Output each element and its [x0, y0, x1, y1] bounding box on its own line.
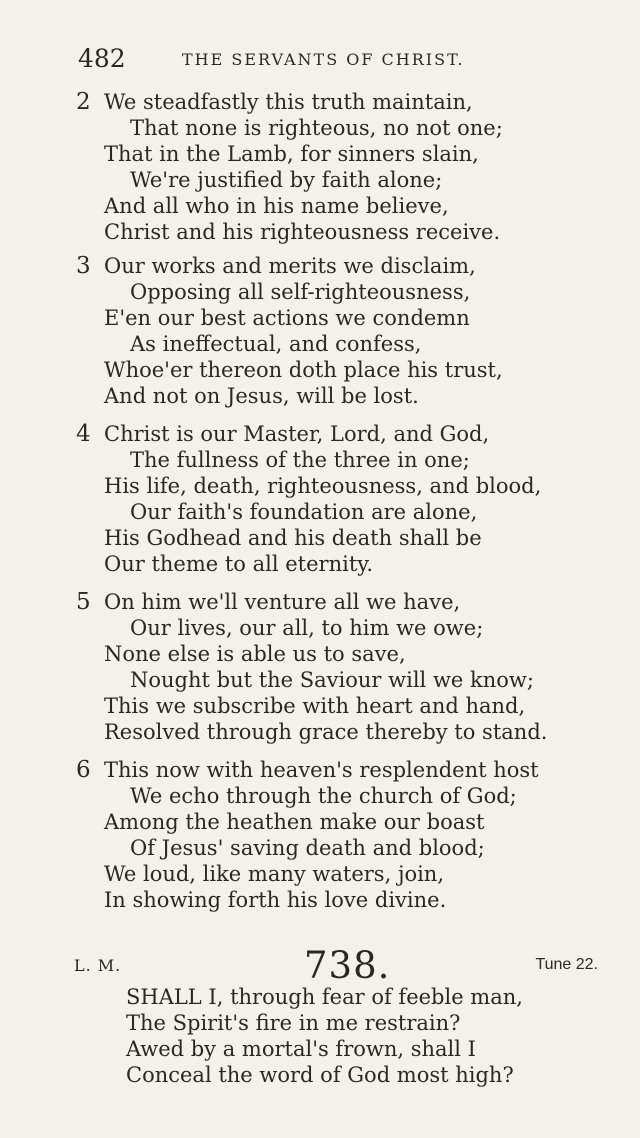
verse-line: Our theme to all eternity.	[104, 552, 374, 576]
verse-line: E'en our best actions we condemn	[104, 306, 470, 330]
verse-line: Our works and merits we disclaim,	[104, 254, 476, 278]
hymn-tune: Tune 22.	[535, 956, 598, 973]
verse-line: None else is able us to save,	[104, 642, 406, 666]
verse-line: We loud, like many waters, join,	[104, 862, 445, 886]
hymn-meter: L. M.	[74, 956, 122, 975]
verse-line: We echo through the church of God;	[130, 784, 517, 808]
verse-line: On him we'll venture all we have,	[104, 590, 461, 614]
verse-line: And all who in his name believe,	[104, 194, 449, 218]
verse-line: Resolved through grace thereby to stand.	[104, 720, 548, 744]
stanza-number: 2	[76, 89, 91, 115]
verse-line: Our lives, our all, to him we owe;	[130, 616, 484, 640]
page-number: 482	[78, 44, 126, 73]
verse-line: Of Jesus' saving death and blood;	[130, 836, 485, 860]
verse-line: SHALL I, through fear of feeble man,	[126, 985, 523, 1009]
stanza-number: 4	[76, 421, 91, 447]
verse-line: Christ and his righteousness receive.	[104, 220, 501, 244]
verse-line: This we subscribe with heart and hand,	[104, 694, 526, 718]
verse-line: And not on Jesus, will be lost.	[104, 384, 419, 408]
page-header	[78, 44, 498, 76]
hymn-heading	[74, 944, 598, 988]
verse-line: Opposing all self-righteousness,	[130, 280, 471, 304]
verse-line: Christ is our Master, Lord, and God,	[104, 422, 490, 446]
verse-line: That none is righteous, no not one;	[130, 116, 503, 140]
verse-line: Our faith's foundation are alone,	[130, 500, 478, 524]
stanza-number: 5	[76, 589, 91, 615]
verse-line: This now with heaven's resplendent host	[104, 758, 539, 782]
stanza-number: 6	[76, 757, 91, 783]
stanza-number: 3	[76, 253, 91, 279]
verse-line: We're justified by faith alone;	[130, 168, 443, 192]
verse-line: Among the heathen make our boast	[104, 810, 485, 834]
verse-line: The fullness of the three in one;	[130, 448, 470, 472]
verse-line: That in the Lamb, for sinners slain,	[104, 142, 479, 166]
verse-line: Whoe'er thereon doth place his trust,	[104, 358, 503, 382]
running-title: THE SERVANTS OF CHRIST.	[182, 50, 465, 69]
verse-line: The Spirit's fire in me restrain?	[126, 1011, 461, 1035]
hymn-number: 738.	[304, 944, 391, 987]
verse-line: In showing forth his love divine.	[104, 888, 447, 912]
verse-line: Nought but the Saviour will we know;	[130, 668, 534, 692]
verse-line: We steadfastly this truth maintain,	[104, 90, 473, 114]
verse-line: Awed by a mortal's frown, shall I	[126, 1037, 476, 1061]
verse-line: His life, death, righteousness, and blood,	[104, 474, 542, 498]
verse-line: His Godhead and his death shall be	[104, 526, 482, 550]
verse-line: Conceal the word of God most high?	[126, 1063, 514, 1087]
verse-line: As ineffectual, and confess,	[130, 332, 422, 356]
